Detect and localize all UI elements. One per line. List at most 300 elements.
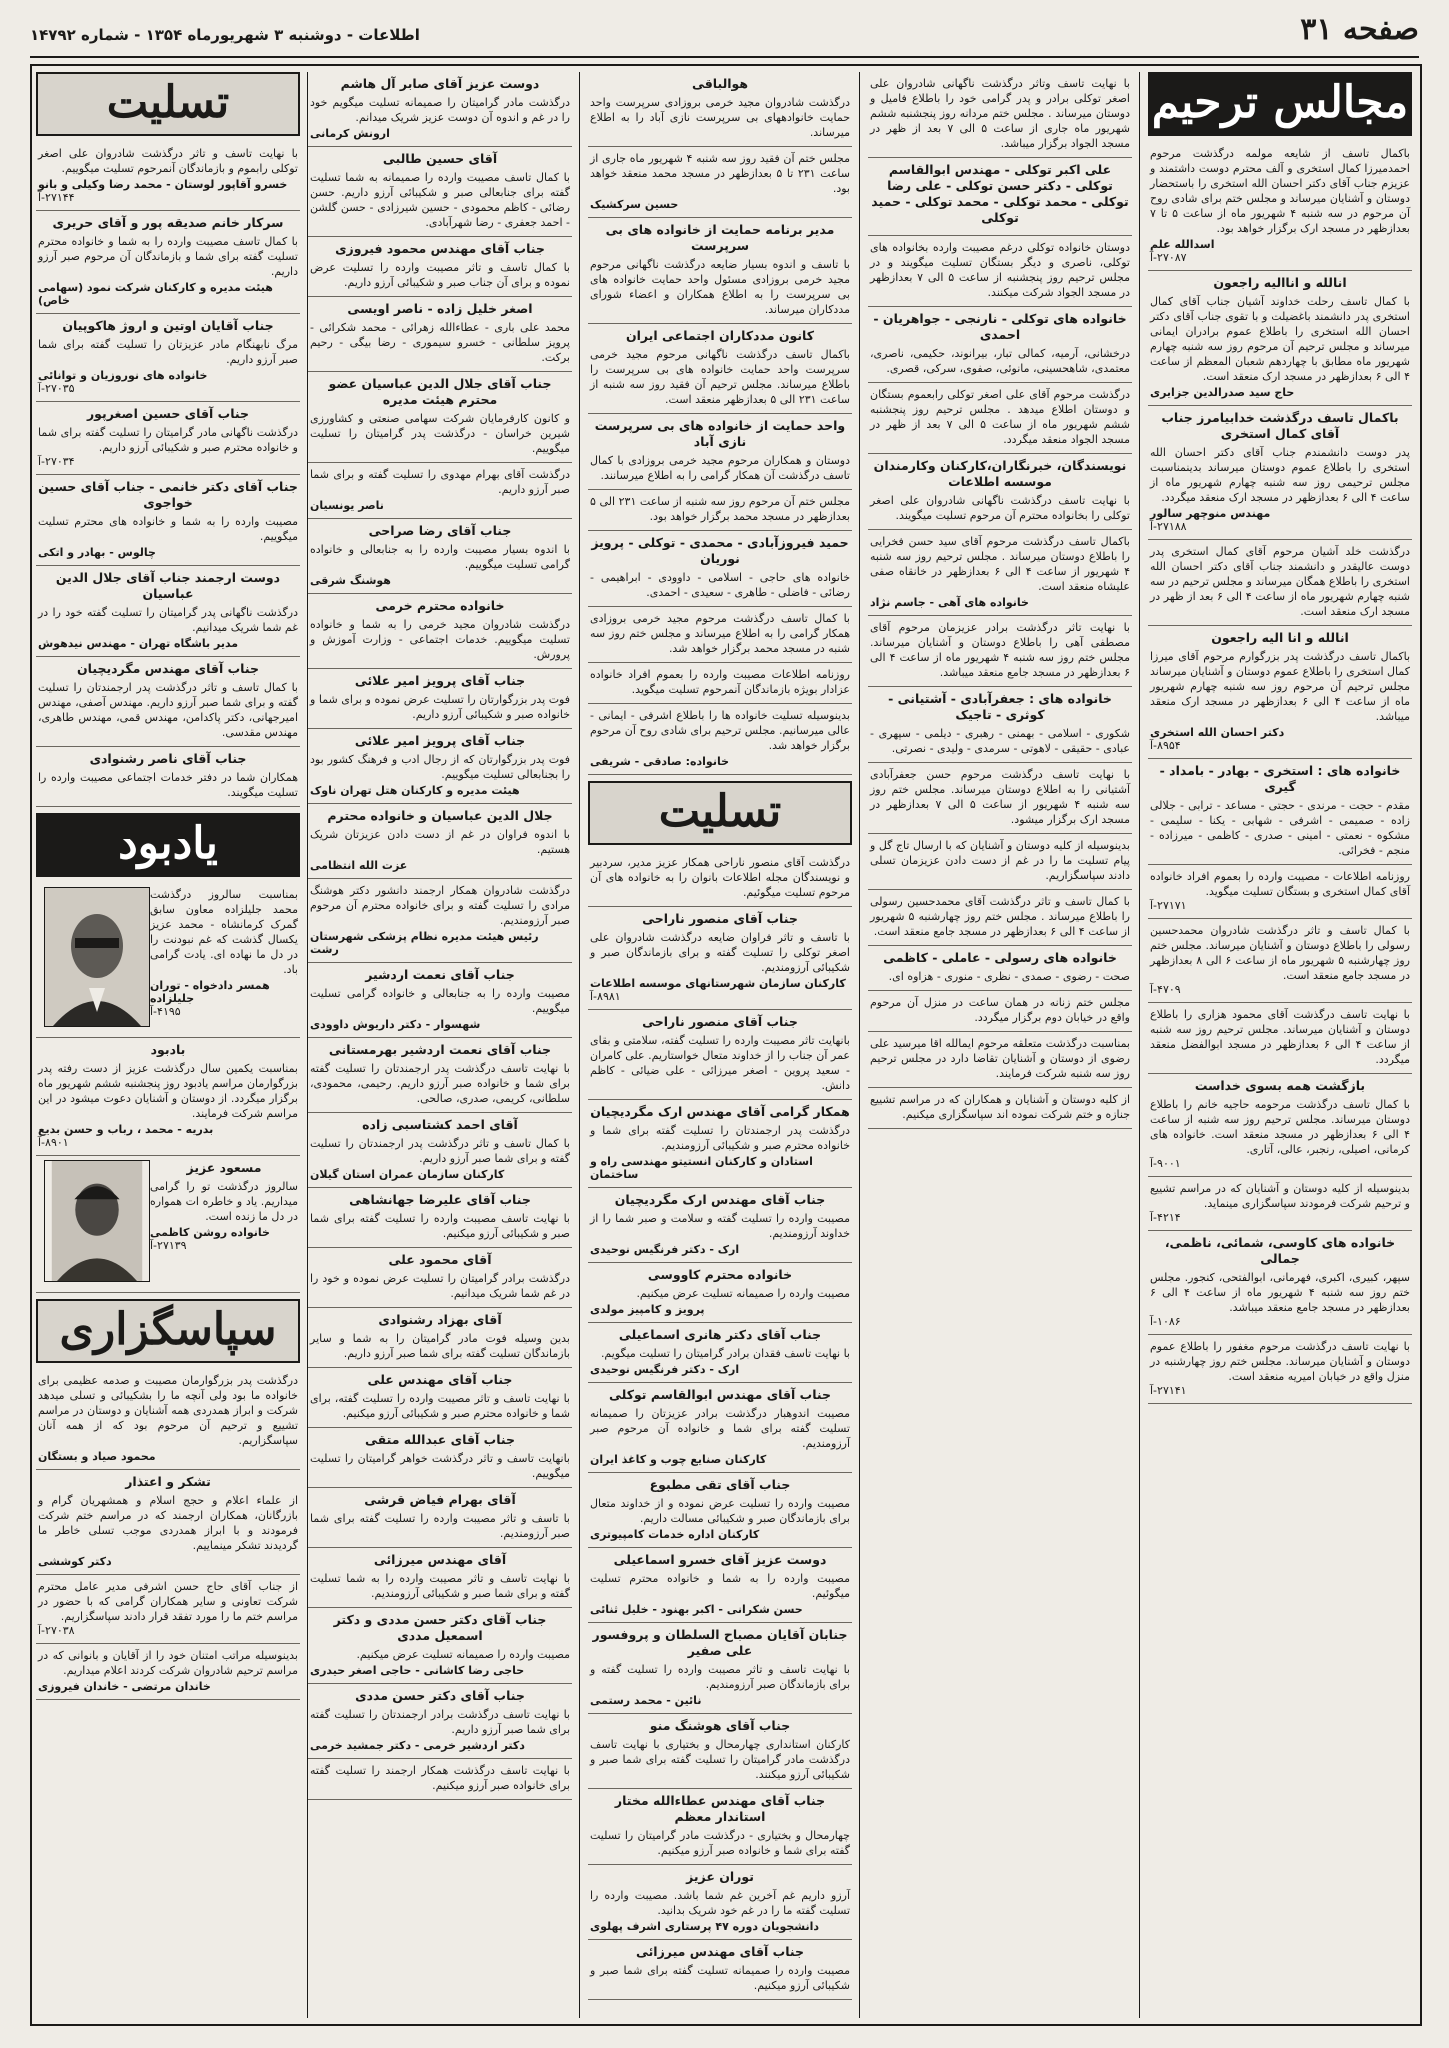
notice-title: جناب آقای رضا صراحی bbox=[368, 523, 512, 538]
notice-title: سرکار خانم صدیقه پور و آقای حریری bbox=[52, 215, 284, 230]
notice-signature: اسدالله علم bbox=[1150, 238, 1215, 251]
notice-title: انالله و اناالیه راجعون bbox=[1213, 275, 1347, 290]
notice bbox=[308, 1308, 572, 1368]
memorial-notice bbox=[36, 883, 300, 1038]
notice bbox=[588, 324, 852, 414]
notice-body: مصیبت وارده را به شما و خانواده های محترم تسلیت میگوییم. bbox=[38, 515, 298, 543]
notice bbox=[588, 1623, 852, 1714]
notice-title: جناب آقای تقی مطبوع bbox=[649, 1477, 791, 1492]
notice bbox=[588, 1789, 852, 1865]
memorial-notice bbox=[36, 1156, 300, 1293]
notice bbox=[36, 475, 300, 566]
notice-body: مصیبت وارده را به جنابعالی و خانواده گرامی تسلیت میگوییم. bbox=[310, 987, 570, 1015]
notice-title: جناب آقای منصور ناراحی bbox=[642, 911, 798, 926]
notice-body: بمناسبت یکمین سال درگذشت عزیز از دست رفته پدر بزرگوارمان مراسم یادبود روز پنجشنبه ششم شهریور ماه برگزار میگردد. از دوستان و آشنایان دعوت میشود در این مراسم شرکت فرمایند. bbox=[38, 1062, 298, 1120]
notice bbox=[1148, 1177, 1412, 1231]
notice-signature: محمود صیاد و بستگان bbox=[38, 1450, 156, 1463]
notice-body: بدینوسیله مراتب امتنان خود را از آقایان و بانوانی که در مراسم ترحیم شادروان شرکت کردند اعلام میداریم. bbox=[38, 1649, 298, 1677]
notice-title: خانواده محترم کاووسی bbox=[647, 1267, 793, 1282]
notice-list bbox=[588, 72, 852, 775]
notice bbox=[868, 236, 1132, 307]
notice bbox=[588, 1383, 852, 1473]
notice-body: بمناسبت سالروز درگذشت محمد جلیلزاده معاون سابق گمرک کرمانشاه - محمد عزیز یکسال گذشت که غم نبودنت را در دل ما نهاده ای. یادت گرامی باد. bbox=[150, 888, 298, 976]
notice bbox=[588, 218, 852, 324]
notice-body: بانهایت تاسف و تاثر درگذشت خواهر گرامیتان را تسلیت میگوییم. bbox=[310, 1452, 570, 1480]
notice-body: بدینوسیله از کلیه دوستان و آشنایان که با ارسال تاج گل و پیام تسلیت ما را در غم از دست دادن عزیزمان تسلی دادند سپاسگزاریم. bbox=[870, 839, 1130, 882]
notice-body: با کمال تاسف و تاثر درگذشت پدر ارجمندتان را تسلیت گفته و برای شما صبر آرزو داریم. مهندس آصفی، مهندس امیرجهانی، دکتر پاکدامن، مهندس قمی، مهندس طاهری، مهندس مقدسی. bbox=[38, 681, 298, 739]
notice-signature: ارک - دکتر فرنگیس نوحیدی bbox=[590, 1363, 740, 1376]
notice-signature: استادان و کارکنان انستیتو مهندسی راه و ساختمان bbox=[590, 1155, 813, 1181]
notice bbox=[308, 1248, 572, 1308]
notice-title: آقای حسین طالبی bbox=[382, 151, 498, 166]
notice-body: با نهایت تاسف و تاثر مصیبت وارده را تسلیت گفته، برای شما و خانواده محترم صبر و شکیبائی آرزو میکنیم. bbox=[310, 1392, 570, 1420]
notice-body: سپهر، کبیری، اکبری، فهرمانی، ابوالفتحی، کنجور. مجلس ختم روز سه شنبه ۴ شهریور ماه از ساعت ۴ الی ۶ بعدازظهر در مسجد جامع منعقد میباشد. bbox=[1150, 1271, 1410, 1314]
notice-body: چهارمحال و بختیاری - درگذشت مادر گرامیتان را تسلیت گفته برای شما و خانواده صبر آرزو میکنیم. bbox=[590, 1829, 850, 1857]
notice bbox=[36, 1470, 300, 1575]
notice bbox=[1148, 1335, 1412, 1404]
notice-body: با نهایت تاسف درگذشت پدر ارجمندتان را تسلیت گفته برای شما و خانواده صبر آرزو داریم. رحیمی، محمودی، سلطانی، کریمی، صدری، صالحی. bbox=[310, 1062, 570, 1105]
memorial-notice bbox=[36, 1038, 300, 1156]
notice-title: جناب آقای مهندس عطاءالله مختار استاندار معظم bbox=[614, 1793, 826, 1824]
banner-majales-tarhim: مجالس ترحیم bbox=[1148, 72, 1412, 136]
notice-title: خانواده محترم خرمی bbox=[375, 598, 505, 613]
notice bbox=[588, 607, 852, 663]
notice bbox=[36, 402, 300, 475]
notice-title: کانون مددکاران اجتماعی ایران bbox=[625, 328, 815, 343]
notice-body: شکوری - اسلامی - بهمنی - رهبری - دیلمی - سپهری - عبادی - حقیقی - لاهوتی - سرمدی - ولیدی - نصرتی. bbox=[870, 727, 1130, 755]
notice bbox=[1148, 271, 1412, 406]
notice bbox=[308, 1113, 572, 1188]
notice bbox=[36, 314, 300, 402]
notice-signature: کارکنان سازمان عمران استان گیلان bbox=[310, 1168, 505, 1181]
notice bbox=[1148, 1003, 1412, 1074]
notice bbox=[1148, 1231, 1412, 1335]
notice bbox=[36, 1644, 300, 1700]
notice bbox=[868, 383, 1132, 454]
notice-title: مسعود عزیز bbox=[186, 1160, 262, 1175]
notice-body: مصیبت اندوهبار درگذشت برادر عزیزتان را صمیمانه تسلیت گفته برای شما و خانواده آن مرحوم صبر آرزومندیم. bbox=[590, 1407, 850, 1450]
notice-body: درگذشت خلد آشیان مرحوم آقای کمال استخری پدر دوست عالیقدر و دانشمند جناب آقای دکتر احسان الله استخری را باطلاع همگان میرساند و مجلس ترحیم در سه شنبه چهارم شهریور ماه از ساعت ۴ الی ۶ بعد از ظهر در مسجد ارک منعقد است. bbox=[1150, 545, 1410, 618]
notice-title: دوست ارجمند جناب آقای جلال الدین عباسیان bbox=[55, 570, 281, 601]
notice-code: ۴۷۰۹-آ bbox=[1150, 983, 1181, 996]
notice bbox=[588, 1263, 852, 1323]
notice-title: تشکر و اعتذار bbox=[125, 1474, 211, 1489]
notice-signature: ارونش کرمانی bbox=[310, 127, 390, 140]
page-number: صفحه ۳۱ bbox=[1300, 12, 1419, 47]
banner-taslit-center: تسلیت bbox=[588, 781, 852, 845]
notice-body: با نهایت تاسف درگذشت مرحوم مغفور را باطلاع عموم دوستان و آشنایان میرساند. مجلس ختم روز چهارشنبه در منزل واقع در خیابان امیریه منعقد است. bbox=[1150, 1340, 1410, 1383]
notice-body: بدین وسیله فوت مادر گرامیتان را به شما و سایر بازماندگان تسلیت گفته برای شما صبر آرزو داریم. bbox=[310, 1332, 570, 1360]
notice-signature: هیئت مدیره و کارکنان هتل تهران ناوک bbox=[310, 784, 520, 797]
notice-body: روزنامه اطلاعات مصیبت وارده را بعموم افراد خانواده عزادار بویژه بازماندگان آنمرحوم تسلیت میگوید. bbox=[590, 668, 850, 696]
notice bbox=[308, 1759, 572, 1800]
notice-title: بازگشت همه بسوی خداست bbox=[1194, 1078, 1366, 1093]
notice bbox=[868, 991, 1132, 1032]
notice-title: خانواده های رسولی - عاملی - کاظمی bbox=[883, 950, 1117, 965]
notice-title: جناب آقای ناصر رشنوادی bbox=[89, 751, 247, 766]
notice bbox=[1148, 406, 1412, 540]
notice-title: مدیر برنامه حمایت از خانواده های بی سرپرست bbox=[605, 222, 835, 253]
notice bbox=[588, 851, 852, 907]
notice-body: درگذشت پدر ارجمندتان را تسلیت گفته برای شما و خانواده محترم صبر و شکیبائی آرزومندیم. bbox=[590, 1124, 850, 1152]
notice-code: ۲۷۱۴۱-آ bbox=[1150, 1384, 1187, 1397]
notice-signature: دانشجویان دوره ۴۷ پرستاری اشرف پهلوی bbox=[590, 1920, 820, 1933]
notice bbox=[36, 1575, 300, 1644]
notice-code: ۸۹۰۱-آ bbox=[38, 1136, 69, 1149]
notice-title: انالله و انا الیه راجعون bbox=[1211, 630, 1349, 645]
notice-title: خانواده های : استخری - بهادر - بامداد - گیری bbox=[1159, 763, 1401, 794]
notice-title: جناب آقای دکتر حسن مددی bbox=[355, 1688, 525, 1703]
notice-body: فوت پدر بزرگوارتان که از رجال ادب و فرهنگ کشور بود را بجنابعالی تسلیت میگوییم. bbox=[310, 753, 570, 781]
notice bbox=[868, 1032, 1132, 1088]
notice-list bbox=[1148, 142, 1412, 1404]
notice-body: با اندوه فراوان در غم از دست دادن عزیزتان شریک هستیم. bbox=[310, 828, 570, 856]
notice bbox=[588, 490, 852, 531]
notice-body: با کمال تاسف مصیبت وارده را صمیمانه به شما تسلیت گفته برای جنابعالی صبر و شکیبائی آرزو داریم. حسن رضائی - کاظم محمودی - حسین شیرزادی - حسن گلشن - احمد جعفری - رضا شهرآبادی. bbox=[310, 171, 570, 229]
notice-body: درگذشت مرحوم آقای علی اصغر توکلی رابعموم بستگان و دوستان اطلاع میدهد . مجلس ترحیم روز پنجشنبه ششم شهریور ماه از ساعت ۵ الی ۷ بعد از ظهر در مسجد الجواد منعقد میگردد. bbox=[870, 388, 1130, 446]
notice-title: جلال الدین عباسیان و خانواده محترم bbox=[327, 808, 553, 823]
notice-signature: هیئت مدیره و کارکنان شرکت نمود (سهامی خاص) bbox=[38, 281, 273, 307]
notice-body: مقدم - حجت - مرندی - حجتی - مساعد - ترابی - جلالی زاده - صمیمی - اشرفی - شهابی - یکنا - سلیمی - مشکوه - نعمتی - امینی - صدری - کاظمی - میرزاده - منجم - فخرائی. bbox=[1150, 799, 1410, 857]
running-title: اطلاعات - دوشنبه ۳ شهریورماه ۱۳۵۴ - شماره ۱۴۷۹۲ bbox=[30, 26, 420, 44]
notice bbox=[868, 454, 1132, 530]
notice-title: جناب آقای دکتر خانمی - جناب آقای حسین خواجوی bbox=[38, 479, 298, 510]
notice-body: با تاسف و اندوه بسیار ضایعه درگذشت ناگهانی مرحوم مجید خرمی بروزادی مسئول واحد حمایت خانواده های بی سرپرست را به اطلاع همکاران و اعضاء شورای مددکاران میرساند. bbox=[590, 258, 850, 316]
notice-body: درگذشت ناگهانی پدر گرامیتان را تسلیت گفته خود را در غم شما شریک میدانیم. bbox=[38, 606, 298, 634]
notice-body: بدینوسیله تسلیت خانواده ها را باطلاع اشرفی - ایمانی - عالی میرسانیم. مجلس ترحیم برای شادی روح آن مرحوم برگزار خواهد شد. bbox=[590, 709, 850, 752]
notice-title: جنابان آقایان مصباح السلطان و پروفسور علی صفیر bbox=[592, 1627, 848, 1658]
notice-signature: عزت الله انتظامی bbox=[310, 859, 408, 872]
notice-signature: حاج سید صدرالدین جزایری bbox=[1150, 386, 1295, 399]
column-3 bbox=[588, 72, 852, 2018]
notice-list bbox=[868, 72, 1132, 1129]
column-1 bbox=[1148, 72, 1412, 2018]
notice-title: جناب آقای جلال الدین عباسیان عضو محترم هیئت مدیره bbox=[328, 376, 552, 407]
notice-title: جناب آقای مهندس میرزائی bbox=[635, 1944, 805, 1959]
notice bbox=[588, 704, 852, 775]
notice-title: جناب آقای مهندس مگردیچیان bbox=[77, 661, 259, 676]
notice-body: درگذشت شادروان مجید خرمی بروزادی سرپرست واحد حمایت خانوادههای بی سرپرست نازی آباد را به اطلاع میرساند. bbox=[590, 96, 850, 139]
notice-body: با اندوه بسیار مصیبت وارده را به جنابعالی و خانواده گرامی تسلیت میگوییم. bbox=[310, 543, 570, 571]
notice-code: ۴۱۹۵-آ bbox=[150, 1005, 181, 1018]
page-header bbox=[30, 8, 1419, 58]
notice-body: درگذشت آقای بهرام مهدوی را تسلیت گفته و برای شما صبر آرزو داریم. bbox=[310, 468, 570, 496]
notice-body: درگذشت شادروان همکار ارجمند دانشور دکتر هوشنگ مرادی را تسلیت گفته و برای خانواده محترم آن مرحوم صبر آرزومندیم. bbox=[310, 884, 570, 927]
notice bbox=[1148, 759, 1412, 865]
notice-signature: ارک - دکتر فرنگیس نوحیدی bbox=[590, 1243, 740, 1256]
notice-body: با نهایت تاسف وتاثر درگذشت ناگهانی شادروان علی اصغر توکلی برادر و پدر گرامی خود را باطلاع فامیل و دوستان میرساند . مجلس ختم مردانه روز پنجشنبه ششم شهریور ماه جاری از ساعت ۵ الی ۷ بعد از ظهر در مسجد الجواد برگزار میباشد. bbox=[870, 77, 1130, 150]
notice-code: ۲۷۱۸۸-آ bbox=[1150, 520, 1187, 533]
notice bbox=[308, 879, 572, 963]
notice bbox=[36, 142, 300, 211]
notice-title: جناب آقای عبدالله متقی bbox=[364, 1432, 516, 1447]
notice-body: درگذشت آقای منصور ناراحی همکار عزیز مدیر، سردبیر و نویسندگان مجله اطلاعات بانوان را به خانواده های آن مرحوم تسلیت میگوئیم. bbox=[590, 856, 850, 899]
notice-code: ۲۷۰۳۸-آ bbox=[38, 1624, 75, 1637]
notice-body: با کمال تاسف رحلت خداوند آشیان جناب آقای کمال استخری پدر دانشمند باغضیلت و با تقوی جناب آقای دکتر احسان الله استخری را باطلاع عموم برادران ایمانی میرساند و مجلس ترحیم آن مرحوم روز سه شنبه چهارم شهریور ماه مطابق با چهاردهم شعبان المعظم از ساعت ۴ الی ۶ بعدازظهر در مسجد ارک منعقد است. bbox=[1150, 295, 1410, 383]
notice-title: جناب آقای دکتر هانری اسماعیلی bbox=[618, 1327, 822, 1342]
notice-code: ۱۰۸۶-آ bbox=[1150, 1315, 1181, 1328]
notice-body: با کمال تاسف درگذشت مرحومه حاجیه خانم را باطلاع دوستان میرساند. مجلس ترحیم روز سه شنبه از ساعت ۴ الی ۶ بعدازظهر در مسجد منعقد است. خانواده های کرمانی، اصیلی، رنجبر، عالی، آتاری. bbox=[1150, 1098, 1410, 1156]
notice bbox=[36, 211, 300, 314]
notice-title: هوالباقی bbox=[691, 76, 749, 91]
notice-body: همکاران شما در دفتر خدمات اجتماعی مصیبت وارده را تسلیت میگویند. bbox=[38, 771, 298, 799]
notice-signature: شهسوار - دکتر داریوش داوودی bbox=[310, 1018, 481, 1031]
notice bbox=[868, 158, 1132, 236]
notice bbox=[308, 519, 572, 594]
notice-body: بانهایت تاثر مصیبت وارده را تسلیت گفته، سلامتی و بقای عمر آن جناب را از خداوند متعال خواستاریم. علی کامران - سعید پروین - اصغر میرزائی - علی ضیائی - کاظم دانش. bbox=[590, 1034, 850, 1092]
notice bbox=[1148, 1074, 1412, 1177]
notice-title: جناب آقای پرویز امیر علائی bbox=[354, 673, 526, 688]
notice-title: توران عزیز bbox=[686, 1869, 754, 1884]
notice-signature: چالوس - بهادر و اتکی bbox=[38, 546, 156, 559]
notice-signature: ناصر یونسیان bbox=[310, 499, 384, 512]
notice-signature: خاندان مرتضی - خاندان فیروزی bbox=[38, 1680, 211, 1693]
notice-title: باکمال تاسف درگذشت خدابیامرز جناب آقای کمال استخری bbox=[1161, 410, 1399, 441]
notice-title: آقای احمد کشتاسبی زاده bbox=[362, 1117, 518, 1132]
notice-title: دوست عزیز آقای خسرو اسماعیلی bbox=[613, 1552, 827, 1567]
notice-body: با نهایت تاسف و تاثر مصیبت وارده را به شما تسلیت گفته و برای شما صبر و شکیبائی آرزومندیم. bbox=[310, 1572, 570, 1600]
notice-code: ۸۹۸۱-آ bbox=[590, 990, 621, 1003]
notice-signature: حسن شکرانی - اکبر بهنود - خلیل ثنائی bbox=[590, 1603, 803, 1616]
notice-signature: مهندس منوچهر سالور bbox=[1150, 507, 1271, 520]
banner-yadbud: یادبود bbox=[36, 813, 300, 877]
notice-signature: دکتر کوششی bbox=[38, 1555, 112, 1568]
notice-signature: حاجی رضا کاشانی - حاجی اصغر حیدری bbox=[310, 1664, 525, 1677]
notice-body: کارکنان استانداری چهارمحال و بختیاری با نهایت تاسف درگذشت مادر گرامیتان را تسلیت گفته برای شما صبر و شکیبائی آرزو میکنند. bbox=[590, 1738, 850, 1781]
notice-signature: بدریه - محمد ، رباب و حسن بدیع bbox=[38, 1123, 214, 1136]
notice bbox=[308, 237, 572, 297]
notice-body: با کمال تاسف درگذشت مرحوم مجید خرمی بروزادی همکار گرامی را به اطلاع میرساند و مجلس ختم روز سه شنبه در مسجد محمد برگزار خواهد شد. bbox=[590, 612, 850, 655]
notice bbox=[308, 963, 572, 1038]
notice bbox=[36, 566, 300, 657]
notice-code: ۲۷۰۳۴-آ bbox=[38, 455, 75, 468]
notice-body: از جناب آقای حاج حسن اشرفی مدیر عامل محترم شرکت تعاونی و سایر همکاران گرامی که با حضور در مراسم ختم ما را مورد تفقد قرار دادند سپاسگزاریم. bbox=[38, 1580, 298, 1623]
notice-list bbox=[36, 142, 300, 807]
notice bbox=[588, 1940, 852, 2000]
notice bbox=[588, 1323, 852, 1383]
notice-signature: کارکنان سازمان شهرستانهای موسسه اطلاعات bbox=[590, 977, 846, 990]
notice-list bbox=[588, 851, 852, 2000]
notice-signature: حسین سرکشیک bbox=[590, 198, 679, 211]
notice bbox=[588, 147, 852, 218]
notice bbox=[588, 663, 852, 704]
notice-code: ۹۰۰۱-آ bbox=[1150, 1157, 1181, 1170]
notice-body: پدر دوست دانشمندم جناب آقای دکتر احسان الله استخری را باطلاع عموم دوستان میرساند بدینمناسبت مجلس ترحیمی روز سه شنبه چهارم شهریور ماه از ساعت ۴ الی ۶ بعدازظهر در مسجد ارک منعقد میگردد. bbox=[1150, 446, 1410, 504]
notice bbox=[588, 531, 852, 607]
notice-title: آقای مهندس میرزائی bbox=[373, 1552, 507, 1567]
notice-body: دوستان و همکاران مرحوم مجید خرمی بروزادی با کمال تاسف درگذشت آن همکار گرامی را به اطلاع میرسانند. bbox=[590, 454, 850, 482]
notice bbox=[308, 1428, 572, 1488]
notice-title: جناب آقای مهندس محمود فیروزی bbox=[335, 241, 545, 256]
notice-body: صحت - رضوی - صمدی - نظری - منوری - هزاوه ای. bbox=[888, 970, 1130, 983]
notice bbox=[868, 72, 1132, 158]
notice-title: جناب آقای مهندس ابوالقاسم توکلی bbox=[608, 1387, 832, 1402]
notice-body: مصیبت وارده را صمیمانه تسلیت گفته برای شما صبر و شکیبائی آرزو میکنیم. bbox=[590, 1964, 850, 1992]
notice-title: خانواده های کاوسی، شمائی، ناظمی، جمالی bbox=[1164, 1235, 1396, 1266]
notice bbox=[868, 616, 1132, 687]
notice bbox=[868, 890, 1132, 946]
notice-body: با نهایت تاسف درگذشت آقای محمود هزاری را باطلاع دوستان و آشنایان میرساند. مجلس ترحیم روز سه شنبه از ساعت ۴ الی ۶ بعدازظهر در مسجد ابوالفضل منعقد میگردد. bbox=[1150, 1008, 1410, 1066]
notice-body: آرزو داریم غم آخرین غم شما باشد. مصیبت وارده را تسلیت گفته ما را در غم خود شریک بدانید. bbox=[590, 1889, 850, 1917]
notice-body: باکمال تاسف درگذشت پدر بزرگوارم مرحوم آقای میرزا کمال استخری را باطلاع عموم دوستان و آشنایان میرساند مجلس ترحیم آن مرحوم روز سه شنبه چهارم شهریور ماه از ساعت ۴ الی ۶ بعدازظهر در مسجد ارک منعقد میباشد. bbox=[1150, 650, 1410, 723]
notice-signature: خانواده های آهی - جاسم نژاد bbox=[870, 596, 1029, 609]
notice-title: بادبود bbox=[150, 1042, 186, 1057]
notice bbox=[868, 307, 1132, 383]
notice-signature: پرویز و کامپیز مولدی bbox=[590, 1303, 705, 1316]
notice bbox=[308, 372, 572, 463]
notice-title: جناب آقای مهندس علی bbox=[367, 1372, 513, 1387]
notice-body: از کلیه دوستان و آشنایان و همکاران که در مراسم تشییع جنازه و ختم شرکت نموده اند سپاسگزاری میکنیم. bbox=[870, 1093, 1130, 1121]
notice-body: بمناسبت درگذشت متعلقه مرحوم ایمالله اقا میرسید علی رضوی از دوستان و آشنایان تقاضا دارد در مجلس ترحیم روز سه شنبه شرکت فرمایند. bbox=[870, 1037, 1130, 1080]
notice-body: مصیبت وارده را تسلیت گفته و سلامت و صبر شما را از خداوند آرزومندیم. bbox=[590, 1212, 850, 1240]
notice-body: باکمال تاسف از شایعه مولمه درگذشت مرحوم احمدمیرزا کمال استخری و آلف محترم دوست داشتمند و عزیزم جناب آقای دکتر احسان الله استخری را باستحضار دوستان و آشنایان میرساند و مجلس ختم برای شادی روح آن مرحوم در سه شنبه ۴ شهریور ماه از ساعت ۵ تا ۷ بعدازظهر در مسجد ارک برگزار خواهد بود. bbox=[1150, 147, 1410, 235]
notice-list bbox=[36, 1369, 300, 1700]
column-2 bbox=[868, 72, 1132, 2018]
column-4 bbox=[308, 72, 572, 2018]
notice-signature: هوشنگ شرقی bbox=[310, 574, 391, 587]
notice bbox=[1148, 919, 1412, 1003]
notice-title: نویسندگان، خبرنگاران،کارکنان وکارمندان موسسه اطلاعات bbox=[873, 458, 1127, 489]
notice-body: با کمال تاسف و تاثر درگذشت پدر ارجمندتان را تسلیت گفته و برای شما صبر آرزو داریم. bbox=[310, 1137, 570, 1165]
notice-body: با نهایت تاثر درگذشت برادر عزیزمان مرحوم آقای مصطفی آهی را باطلاع دوستان و آشنایان میرساند. مجلس ختم روز سه شنبه ۴ شهریور ماه از ساعت ۴ الی ۶ بعدازظهر در مسجد جامع منعقد میباشد. bbox=[870, 621, 1130, 679]
notice-code: ۸۹۵۴-آ bbox=[1150, 739, 1181, 752]
notice-signature: خانواده روشن کاظمی bbox=[150, 1226, 270, 1239]
notice bbox=[308, 1488, 572, 1548]
notice-signature: همسر دادخواه - توران جلیلزاده bbox=[150, 979, 270, 1005]
notice-body: باکمال تاسف درگذشت ناگهانی مرحوم مجید خرمی سرپرست واحد حمایت خانواده های بی سرپرست را باطلاع میرساند. مجلس ترحیم آن فقید روز سه شنبه از ساعت ۲۳۱ الی ۵ بعدازظهر منعقد است. bbox=[590, 348, 850, 406]
notice bbox=[308, 297, 572, 372]
notice-title: اصغر خلیل زاده - ناصر اویسی bbox=[347, 301, 533, 316]
notice bbox=[308, 804, 572, 879]
notice-title: جناب آقای نعمت اردشیر bbox=[365, 967, 515, 982]
notice-body: با کمال تاسف و تاثر درگذشت شادروان محمدحسین رسولی را باطلاع دوستان و آشنایان میرساند. مجلس ختم روز چهارشنبه ۵ شهریور ماه از ساعت ۶ الی ۸ بعدازظهر در مسجد جامع منعقد است. bbox=[1150, 924, 1410, 982]
notice-signature: رئیس هیئت مدیره نظام پزشکی شهرستان رشت bbox=[310, 930, 539, 956]
notice-body: باکمال تاسف درگذشت مرحوم آقای سید حسن فخرایی را باطلاع دوستان میرساند . مجلس ترحیم روز سه شنبه ۴ شهریور از ساعت ۴ الی ۶ بعدازظهر در خانقاه صفی علیشاه منعقد است. bbox=[870, 535, 1130, 593]
notice-body: خانواده های حاجی - اسلامی - داوودی - ابراهیمی - رضائی - فاضلی - طاهری - سعیدی - احمدی. bbox=[590, 571, 850, 599]
notice bbox=[868, 1088, 1132, 1129]
notice-code: ۲۷۰۳۵-آ bbox=[38, 382, 75, 395]
notice bbox=[588, 1010, 852, 1100]
notice-body: دوستان خانواده توکلی درغم مصیبت وارده بخانواده های توکلی، ناصری و دیگر بستگان تسلیت میگویند و در مجلس ترحیم روز پنجشنبه از ساعت ۵ الی ۷ بعدازظهر در مسجد الجواد شرکت میکنند. bbox=[870, 241, 1130, 299]
notice bbox=[1148, 865, 1412, 919]
notice-body: با نهایت تاسف درگذشت همکار ارجمند را تسلیت گفته برای خانواده صبر آرزو میکنیم. bbox=[310, 1764, 570, 1792]
notice-body: محمد علی باری - عطاءالله زهرائی - محمد شکرائی - پرویز سلطانی - خسرو سیموری - رضا بیگی - رحیم برکت. bbox=[310, 321, 570, 364]
notice-title: دوست عزیز آقای صابر آل هاشم bbox=[340, 76, 540, 91]
notice-signature: کارکنان صنایع چوب و کاغذ ایران bbox=[590, 1453, 767, 1466]
notice-body: درگذشت ناگهانی مادر گرامیتان را تسلیت گفته برای شما و خانواده محترم صبر و شکیبائی آرزو داریم. bbox=[38, 426, 298, 454]
notice bbox=[1148, 626, 1412, 759]
notice bbox=[868, 763, 1132, 834]
notice-code: ۲۷۰۸۷-آ bbox=[1150, 251, 1187, 264]
notice-title: جناب آقای مهندس ارک مگردیچیان bbox=[614, 1192, 826, 1207]
notice-title: خانواده های توکلی - نارنجی - جواهریان - احمدی bbox=[873, 311, 1127, 342]
notice-body: مصیبت وارده را تسلیت عرض نموده و از خداوند متعال برای بازماندگان صبر و شکیبائی مسالت داریم. bbox=[590, 1497, 850, 1525]
notice bbox=[868, 687, 1132, 763]
banner-taslit: تسلیت bbox=[36, 72, 300, 136]
notice bbox=[36, 657, 300, 747]
notice bbox=[868, 530, 1132, 616]
newspaper-page bbox=[30, 64, 1422, 2026]
notice-body: با نهایت تاسف مصیبت وارده را تسلیت گفته برای شما صبر و شکیبائی آرزو میکنیم. bbox=[310, 1212, 570, 1240]
notice-title: جناب آقایان اوتین و اروژ هاکوپیان bbox=[62, 318, 274, 333]
notice-title: جناب آقای هوشنگ منو bbox=[649, 1718, 791, 1733]
notice bbox=[36, 747, 300, 807]
notice-body: درخشانی، آرمیه، کمالی تبار، بیرانوند، حکیمی، ناصری، معتمدی، شاهحسینی، مانوئی، صفوی، سرکی، قصری. bbox=[870, 347, 1130, 375]
notice-body: مجلس ختم آن مرحوم روز سه شنبه از ساعت ۲۳۱ الی ۵ بعدازظهر در مسجد محمد برگزار خواهد بود. bbox=[590, 495, 850, 523]
column-5 bbox=[36, 72, 300, 2018]
notice bbox=[588, 1100, 852, 1188]
notice-body: مجلس ختم زنانه در همان ساعت در منزل آن مرحوم واقع در خیابان دوم برگزار میگردد. bbox=[870, 996, 1130, 1024]
notice-title: جناب آقای منصور ناراحی bbox=[642, 1014, 798, 1029]
notice-body: درگذشت برادر گرامیتان را تسلیت عرض نموده و خود را در غم شما شریک میدانیم. bbox=[310, 1272, 570, 1300]
notice bbox=[588, 72, 852, 147]
notice bbox=[308, 1188, 572, 1248]
notice-body: با نهایت تاسف درگذشت برادر ارجمندتان را تسلیت گفته برای شما صبر آرزو داریم. bbox=[310, 1708, 570, 1736]
banner-sepasgozari: سپاسگزاری bbox=[36, 1299, 300, 1363]
notice bbox=[588, 1473, 852, 1548]
notice-body: درگذشت مادر گرامیتان را صمیمانه تسلیت میگویم خود را در غم و اندوه آن دوست عزیز شریک میدانم. bbox=[310, 96, 570, 124]
notice-title: آقای بهزاد رشنوادی bbox=[378, 1312, 502, 1327]
notice-title: حمید فیروزآبادی - محمدی - توکلی - پرویز نوریان bbox=[591, 535, 849, 566]
notice-body: و کانون کارفرمایان شرکت سهامی صنعتی و کشاورزی شیرین خراسان - درگذشت پدر گرامیتان را تسلیت میگوییم. bbox=[310, 412, 570, 455]
notice bbox=[588, 1548, 852, 1623]
notice-code: ۴۲۱۴-آ bbox=[1150, 1211, 1181, 1224]
notice-title: جناب آقای علیرضا جهانشاهی bbox=[349, 1192, 531, 1207]
notice-body: مصیبت وارده را صمیمانه تسلیت عرض میکنیم. bbox=[356, 1648, 570, 1661]
notice-title: جناب آقای دکتر حسن مددی و دکتر اسمعیل مددی bbox=[333, 1612, 547, 1643]
portrait-photo bbox=[44, 887, 150, 1027]
notice bbox=[588, 907, 852, 1010]
notice bbox=[588, 1865, 852, 1940]
notice bbox=[36, 1369, 300, 1470]
notice bbox=[868, 834, 1132, 890]
notice-signature: مدیر باشگاه تهران - مهندس نیدهوش bbox=[38, 637, 239, 650]
notice-body: مصیبت وارده را به شما و خانواده محترم تسلیت میگوئیم. bbox=[590, 1572, 850, 1600]
notice bbox=[308, 72, 572, 147]
notice-signature: خانواده: صادقی - شریفی bbox=[590, 755, 730, 768]
notice-body: با کمال تاسف مصیبت وارده را به شما و خانواده محترم تسلیت گفته برای شما و بازماندگان آن مرحوم صبر آرزو داریم. bbox=[38, 235, 298, 278]
notice-body: سالروز درگذشت تو را گرامی میداریم. یاد و خاطره ات همواره در دل ما زنده است. bbox=[150, 1180, 298, 1223]
notice-code: ۲۷۱۴۴-آ bbox=[38, 191, 75, 204]
notice bbox=[308, 669, 572, 729]
notice-list bbox=[308, 72, 572, 1800]
notice-signature: دکتر احسان الله استخری bbox=[1150, 726, 1285, 739]
notice-body: با نهایت تاسف و تاثر درگذشت شادروان علی اصغر توکلی رابموم و بازماندگان آنمرحوم تسلیت میگوییم. bbox=[38, 147, 298, 175]
notice-title: واحد حمایت از خانواده های بی سرپرست نازی آباد bbox=[594, 418, 846, 449]
notice bbox=[588, 414, 852, 490]
notice-body: درگذشت شادروان مجید خرمی را به شما و خانواده تسلیت میگوییم. خدمات اجتماعی - وزارت آموزش و پرورش. bbox=[310, 618, 570, 661]
notice-title: جناب آقای نعمت اردشیر بهرمستانی bbox=[328, 1042, 552, 1057]
notice-code: ۲۷۱۳۹-آ bbox=[150, 1239, 187, 1252]
notice-body: بدینوسیله از کلیه دوستان و آشنایان که در مراسم تشییع و ترحیم شرکت فرمودند سپاسگزاری مینماید. bbox=[1150, 1182, 1410, 1210]
notice bbox=[308, 1038, 572, 1113]
notice-body: از علماء اعلام و حجج اسلام و همشهریان گرام و بازرگانان، همکاران ارجمند که در مراسم ختم شرکت فرمودند و با ابراز همدردی موجب تسلی خاطر ما گردیدند تشکر مینماییم. bbox=[38, 1494, 298, 1552]
notice-title: جناب آقای حسین اصغرپور bbox=[86, 406, 250, 421]
notice-signature: کارکنان اداره خدمات کامپیوتری bbox=[590, 1528, 760, 1541]
portrait-photo bbox=[44, 1160, 150, 1282]
notice-title: جناب آقای پرویز امیر علائی bbox=[354, 733, 526, 748]
notice-body: روزنامه اطلاعات - مصیبت وارده را بعموم افراد خانواده آقای کمال استخری و بستگان تسلیت میگوید. bbox=[1150, 870, 1410, 898]
notice-body: با نهایت تاسف درگذشت ناگهانی شادروان علی اصغر توکلی را بخانواده محترم آن مرحوم تسلیت میگویند. bbox=[870, 494, 1130, 522]
notice bbox=[308, 594, 572, 669]
notice-body: با نهایت تاسف و تاثر مصیبت وارده را تسلیت گفته و برای بازماندگان صبر آرزومندیم. bbox=[590, 1663, 850, 1691]
notice bbox=[308, 463, 572, 519]
notice-body: با کمال تاسف و تاثر درگذشت آقای محمدحسین رسولی را باطلاع میرساند . مجلس ختم روز چهارشنبه ۵ شهریور از ساعت ۴ الی ۶ بعدازظهر در مسجد جامع منعقد است. bbox=[870, 895, 1130, 938]
notice bbox=[308, 1684, 572, 1759]
notice-body: با تاسف و تاثر مصیبت وارده را تسلیت گفته برای شما صبر آرزومندیم. bbox=[310, 1512, 570, 1540]
notice-title: آقای محمود علی bbox=[388, 1252, 492, 1267]
notice bbox=[868, 946, 1132, 991]
